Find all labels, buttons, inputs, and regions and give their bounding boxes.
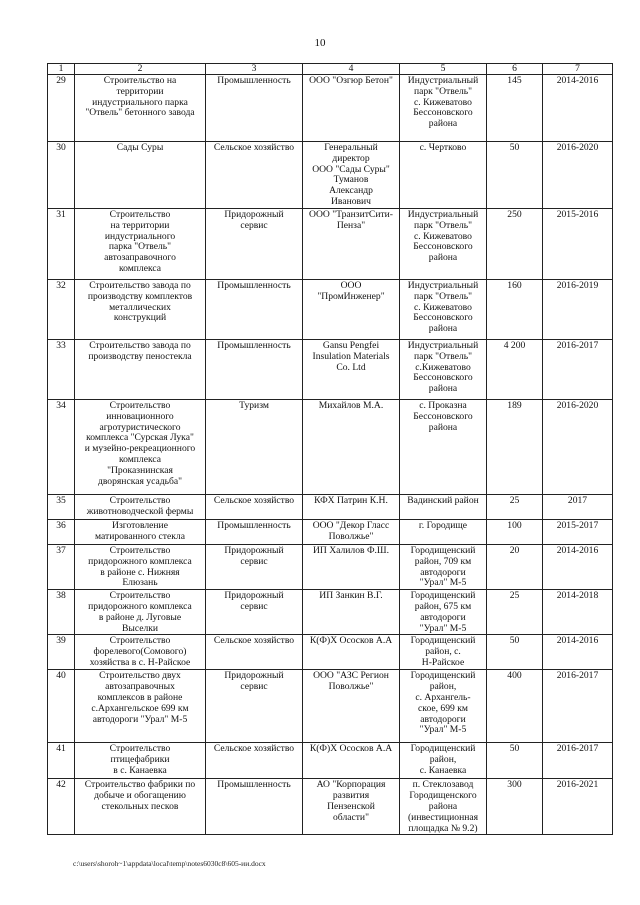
project-name: Строительство птицефабрики в с. Канаевка — [75, 743, 206, 779]
period: 2014-2018 — [543, 590, 613, 635]
table-row — [48, 142, 613, 209]
job-count: 160 — [487, 280, 543, 340]
project-name: Строительство завода по производству комплектов металлических конструкций — [75, 280, 206, 340]
initiator: КФХ Патрин К.Н. — [303, 495, 400, 520]
table-row — [48, 280, 613, 340]
project-name: Строительство инновационного агротуристического комплекса "Сурская Лука" и музейно-рекреационного комплекса "Проказнинская дворянская усадьба" — [75, 400, 206, 495]
project-name: Строительство двух автозаправочных комплексов в районе с.Архангельское 699 км автодороги "Урал" М-5 — [75, 670, 206, 743]
period: 2016-2021 — [543, 779, 613, 835]
project-name: Изготовление матированного стекла — [75, 520, 206, 545]
project-name: Сады Суры — [75, 142, 206, 209]
sector: Сельское хозяйство — [206, 495, 303, 520]
project-name: Строительство на территории индустриального парка "Отвель" бетонного завода — [75, 75, 206, 142]
table-row — [48, 545, 613, 590]
period: 2014-2016 — [543, 635, 613, 670]
initiator: ООО "Озгюр Бетон" — [303, 75, 400, 142]
sector: Сельское хозяйство — [206, 635, 303, 670]
job-count: 100 — [487, 520, 543, 545]
initiator: ООО "Декор Гласс Поволжье" — [303, 520, 400, 545]
location: Индустриальный парк "Отвель" с. Кижеватово Бессоновского района — [400, 75, 487, 142]
sector: Придорожный сервис — [206, 209, 303, 280]
period: 2016-2019 — [543, 280, 613, 340]
row-number: 38 — [48, 590, 75, 635]
sector: Промышленность — [206, 779, 303, 835]
investment-projects-table — [47, 63, 613, 835]
job-count: 145 — [487, 75, 543, 142]
project-name: Строительство придорожного комплекса в районе с. Нижняя Елюзань — [75, 545, 206, 590]
location: г. Городище — [400, 520, 487, 545]
job-count: 25 — [487, 590, 543, 635]
column-header: 1 — [48, 64, 75, 75]
initiator: ИП Занкин В.Г. — [303, 590, 400, 635]
job-count: 400 — [487, 670, 543, 743]
table-row — [48, 75, 613, 142]
job-count: 4 200 — [487, 340, 543, 400]
location: Индустриальный парк "Отвель" с. Кижеватово Бессоновского района — [400, 209, 487, 280]
location: Городищенский район, с. Канаевка — [400, 743, 487, 779]
initiator: АО "Корпорация развития Пензенской области" — [303, 779, 400, 835]
initiator: Генеральный директор ООО "Сады Суры" Туманов Александр Иванович — [303, 142, 400, 209]
initiator: ИП Халилов Ф.Ш. — [303, 545, 400, 590]
row-number: 32 — [48, 280, 75, 340]
location: Вадинский район — [400, 495, 487, 520]
initiator: Михайлов М.А. — [303, 400, 400, 495]
sector: Придорожный сервис — [206, 590, 303, 635]
sector: Промышленность — [206, 520, 303, 545]
job-count: 25 — [487, 495, 543, 520]
location: с. Чертково — [400, 142, 487, 209]
sector: Туризм — [206, 400, 303, 495]
sector: Сельское хозяйство — [206, 743, 303, 779]
row-number: 42 — [48, 779, 75, 835]
row-number: 41 — [48, 743, 75, 779]
page-number: 10 — [314, 37, 326, 49]
period: 2017 — [543, 495, 613, 520]
location: п. Стеклозавод Городищенского района (инвестиционная площадка № 9.2) — [400, 779, 487, 835]
project-name: Строительство завода по производству пеностекла — [75, 340, 206, 400]
row-number: 35 — [48, 495, 75, 520]
job-count: 20 — [487, 545, 543, 590]
period: 2014-2016 — [543, 545, 613, 590]
period: 2014-2016 — [543, 75, 613, 142]
job-count: 50 — [487, 743, 543, 779]
column-header: 2 — [75, 64, 206, 75]
footer-file-path: c:\users\shoroh~1\appdata\local\temp\notes6030c8\605-ии.docx — [73, 859, 266, 868]
row-number: 30 — [48, 142, 75, 209]
project-name: Строительство фабрики по добыче и обогащению стекольных песков — [75, 779, 206, 835]
header-row — [48, 64, 613, 75]
sector: Промышленность — [206, 280, 303, 340]
row-number: 40 — [48, 670, 75, 743]
location: Индустриальный парк "Отвель" с.Кижеватово Бессоновского района — [400, 340, 487, 400]
sector: Придорожный сервис — [206, 545, 303, 590]
location: с. Проказна Бессоновского района — [400, 400, 487, 495]
row-number: 37 — [48, 545, 75, 590]
location: Городищенский район, с. Архангель- ское, 699 км автодороги "Урал" М-5 — [400, 670, 487, 743]
location: Городищенский район, с. Н-Райское — [400, 635, 487, 670]
period: 2015-2016 — [543, 209, 613, 280]
project-name: Строительство форелевого(Сомового) хозяйства в с. Н-Райское — [75, 635, 206, 670]
initiator: ООО "АЗС Регион Поволжье" — [303, 670, 400, 743]
column-header: 6 — [487, 64, 543, 75]
period: 2016-2020 — [543, 142, 613, 209]
table-row — [48, 779, 613, 835]
table-row — [48, 670, 613, 743]
column-header: 5 — [400, 64, 487, 75]
project-name: Строительство животноводческой фермы — [75, 495, 206, 520]
initiator: К(Ф)Х Ососков А.А — [303, 635, 400, 670]
job-count: 250 — [487, 209, 543, 280]
project-name: Строительство придорожного комплекса в районе д. Луговые Выселки — [75, 590, 206, 635]
table-row — [48, 635, 613, 670]
column-header: 3 — [206, 64, 303, 75]
row-number: 29 — [48, 75, 75, 142]
sector: Сельское хозяйство — [206, 142, 303, 209]
column-header: 4 — [303, 64, 400, 75]
period: 2016-2017 — [543, 340, 613, 400]
location: Городищенский район, 709 км автодороги "Урал" М-5 — [400, 545, 487, 590]
table-row — [48, 209, 613, 280]
job-count: 189 — [487, 400, 543, 495]
location: Индустриальный парк "Отвель" с. Кижеватово Бессоновского района — [400, 280, 487, 340]
row-number: 31 — [48, 209, 75, 280]
project-name: Строительство на территории индустриального парка "Отвель" автозаправочного комплекса — [75, 209, 206, 280]
period: 2016-2020 — [543, 400, 613, 495]
sector: Промышленность — [206, 75, 303, 142]
job-count: 50 — [487, 142, 543, 209]
period: 2015-2017 — [543, 520, 613, 545]
period: 2016-2017 — [543, 743, 613, 779]
sector: Промышленность — [206, 340, 303, 400]
job-count: 50 — [487, 635, 543, 670]
row-number: 39 — [48, 635, 75, 670]
initiator: ООО "ТранзитСити- Пенза" — [303, 209, 400, 280]
table-row — [48, 743, 613, 779]
initiator: Gansu Pengfei Insulation Materials Co. Ltd — [303, 340, 400, 400]
initiator: К(Ф)Х Ососков А.А — [303, 743, 400, 779]
table-row — [48, 495, 613, 520]
location: Городищенский район, 675 км автодороги "Урал" М-5 — [400, 590, 487, 635]
table-row — [48, 400, 613, 495]
initiator: ООО "ПромИнженер" — [303, 280, 400, 340]
period: 2016-2017 — [543, 670, 613, 743]
row-number: 36 — [48, 520, 75, 545]
row-number: 33 — [48, 340, 75, 400]
column-header: 7 — [543, 64, 613, 75]
table-row — [48, 590, 613, 635]
row-number: 34 — [48, 400, 75, 495]
table-row — [48, 520, 613, 545]
table-row — [48, 340, 613, 400]
job-count: 300 — [487, 779, 543, 835]
sector: Придорожный сервис — [206, 670, 303, 743]
